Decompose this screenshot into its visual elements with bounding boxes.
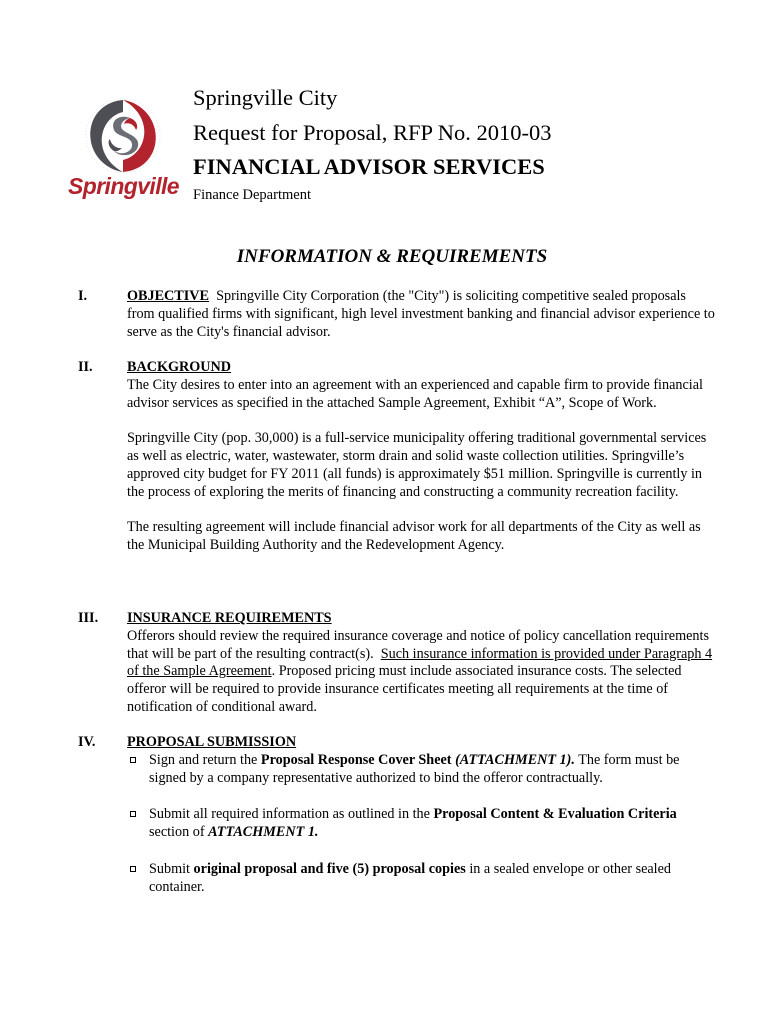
checkbox-bullet-icon: [130, 866, 136, 872]
section-number-objective: I.: [78, 288, 88, 304]
list-item: Sign and return the Proposal Response Cover Sheet (ATTACHMENT 1). The form must be signed by a company representative authorized to bind the offeror contractually.: [127, 752, 717, 788]
page-heading: INFORMATION & REQUIREMENTS: [236, 246, 548, 267]
proposal-title: PROPOSAL SUBMISSION: [127, 734, 297, 750]
logo-wordmark: Springville: [68, 173, 179, 199]
insurance-title: INSURANCE REQUIREMENTS: [127, 610, 332, 626]
header-department: Finance Department: [193, 187, 311, 203]
objective-text: Springville City Corporation (the "City") is soliciting competitive sealed proposals from qualified firms with significant, high level investment banking and financial advisor experience to serve as the City's financial advisor.: [127, 288, 715, 340]
header-city: Springville City: [193, 85, 338, 110]
background-paragraph-3: The resulting agreement will include financial advisor work for all departments of the City as well as the Municipal Building Authority and the Redevelopment Agency.: [127, 519, 701, 553]
objective-paragraph: [127, 288, 717, 341]
section-objective: [127, 288, 717, 341]
list-item: Submit all required information as outlined in the Proposal Content & Evaluation Criteria section of ATTACHMENT 1.: [127, 806, 717, 842]
background-title: BACKGROUND: [127, 359, 232, 375]
section-number-background: II.: [78, 359, 93, 375]
objective-title: OBJECTIVE: [127, 288, 209, 304]
insurance-underlined-note: Such insurance information is provided under Paragraph 4 of the Sample Agreement: [127, 645, 713, 680]
springville-logo: [62, 96, 182, 214]
section-insurance: [127, 610, 717, 717]
checkbox-bullet-icon: [130, 811, 136, 817]
background-paragraph-2: Springville City (pop. 30,000) is a full-service municipality offering traditional governmental services as well as electric, water, wastewater, storm drain and solid waste collection utilities. Springville’s approved city budget for FY 2011 (all funds) is approximately $51 million. Springville is currently in the process of exploring the merits of financing and constructing a community recreation facility.: [127, 430, 707, 500]
section-proposal-submission: [127, 734, 717, 897]
section-number-proposal: IV.: [78, 734, 96, 750]
insurance-paragraph: Offerors should review the required insurance coverage and notice of policy cancellation requirements that will be part of the resulting contract(s). Such insurance information is provided under Paragraph 4 of the Sample Agreement. Proposed pricing must include associated insurance costs. The selected offeror will be required to provide insurance certificates meeting all requirements at the time of notification of conditional award.: [127, 627, 713, 715]
header-rfp-number: Request for Proposal, RFP No. 2010-03: [193, 120, 552, 145]
section-background: [127, 359, 717, 555]
checkbox-bullet-icon: [130, 757, 136, 763]
background-paragraph-1: The City desires to enter into an agreement with an experienced and capable firm to provide financial advisor services as specified in the attached Sample Agreement, Exhibit “A”, Scope of Work.: [127, 376, 703, 411]
header-title: FINANCIAL ADVISOR SERVICES: [193, 154, 545, 179]
springville-swirl-icon: [84, 96, 162, 176]
section-number-insurance: III.: [78, 610, 99, 626]
list-item: Submit original proposal and five (5) proposal copies in a sealed envelope or other sealed container.: [127, 861, 717, 897]
